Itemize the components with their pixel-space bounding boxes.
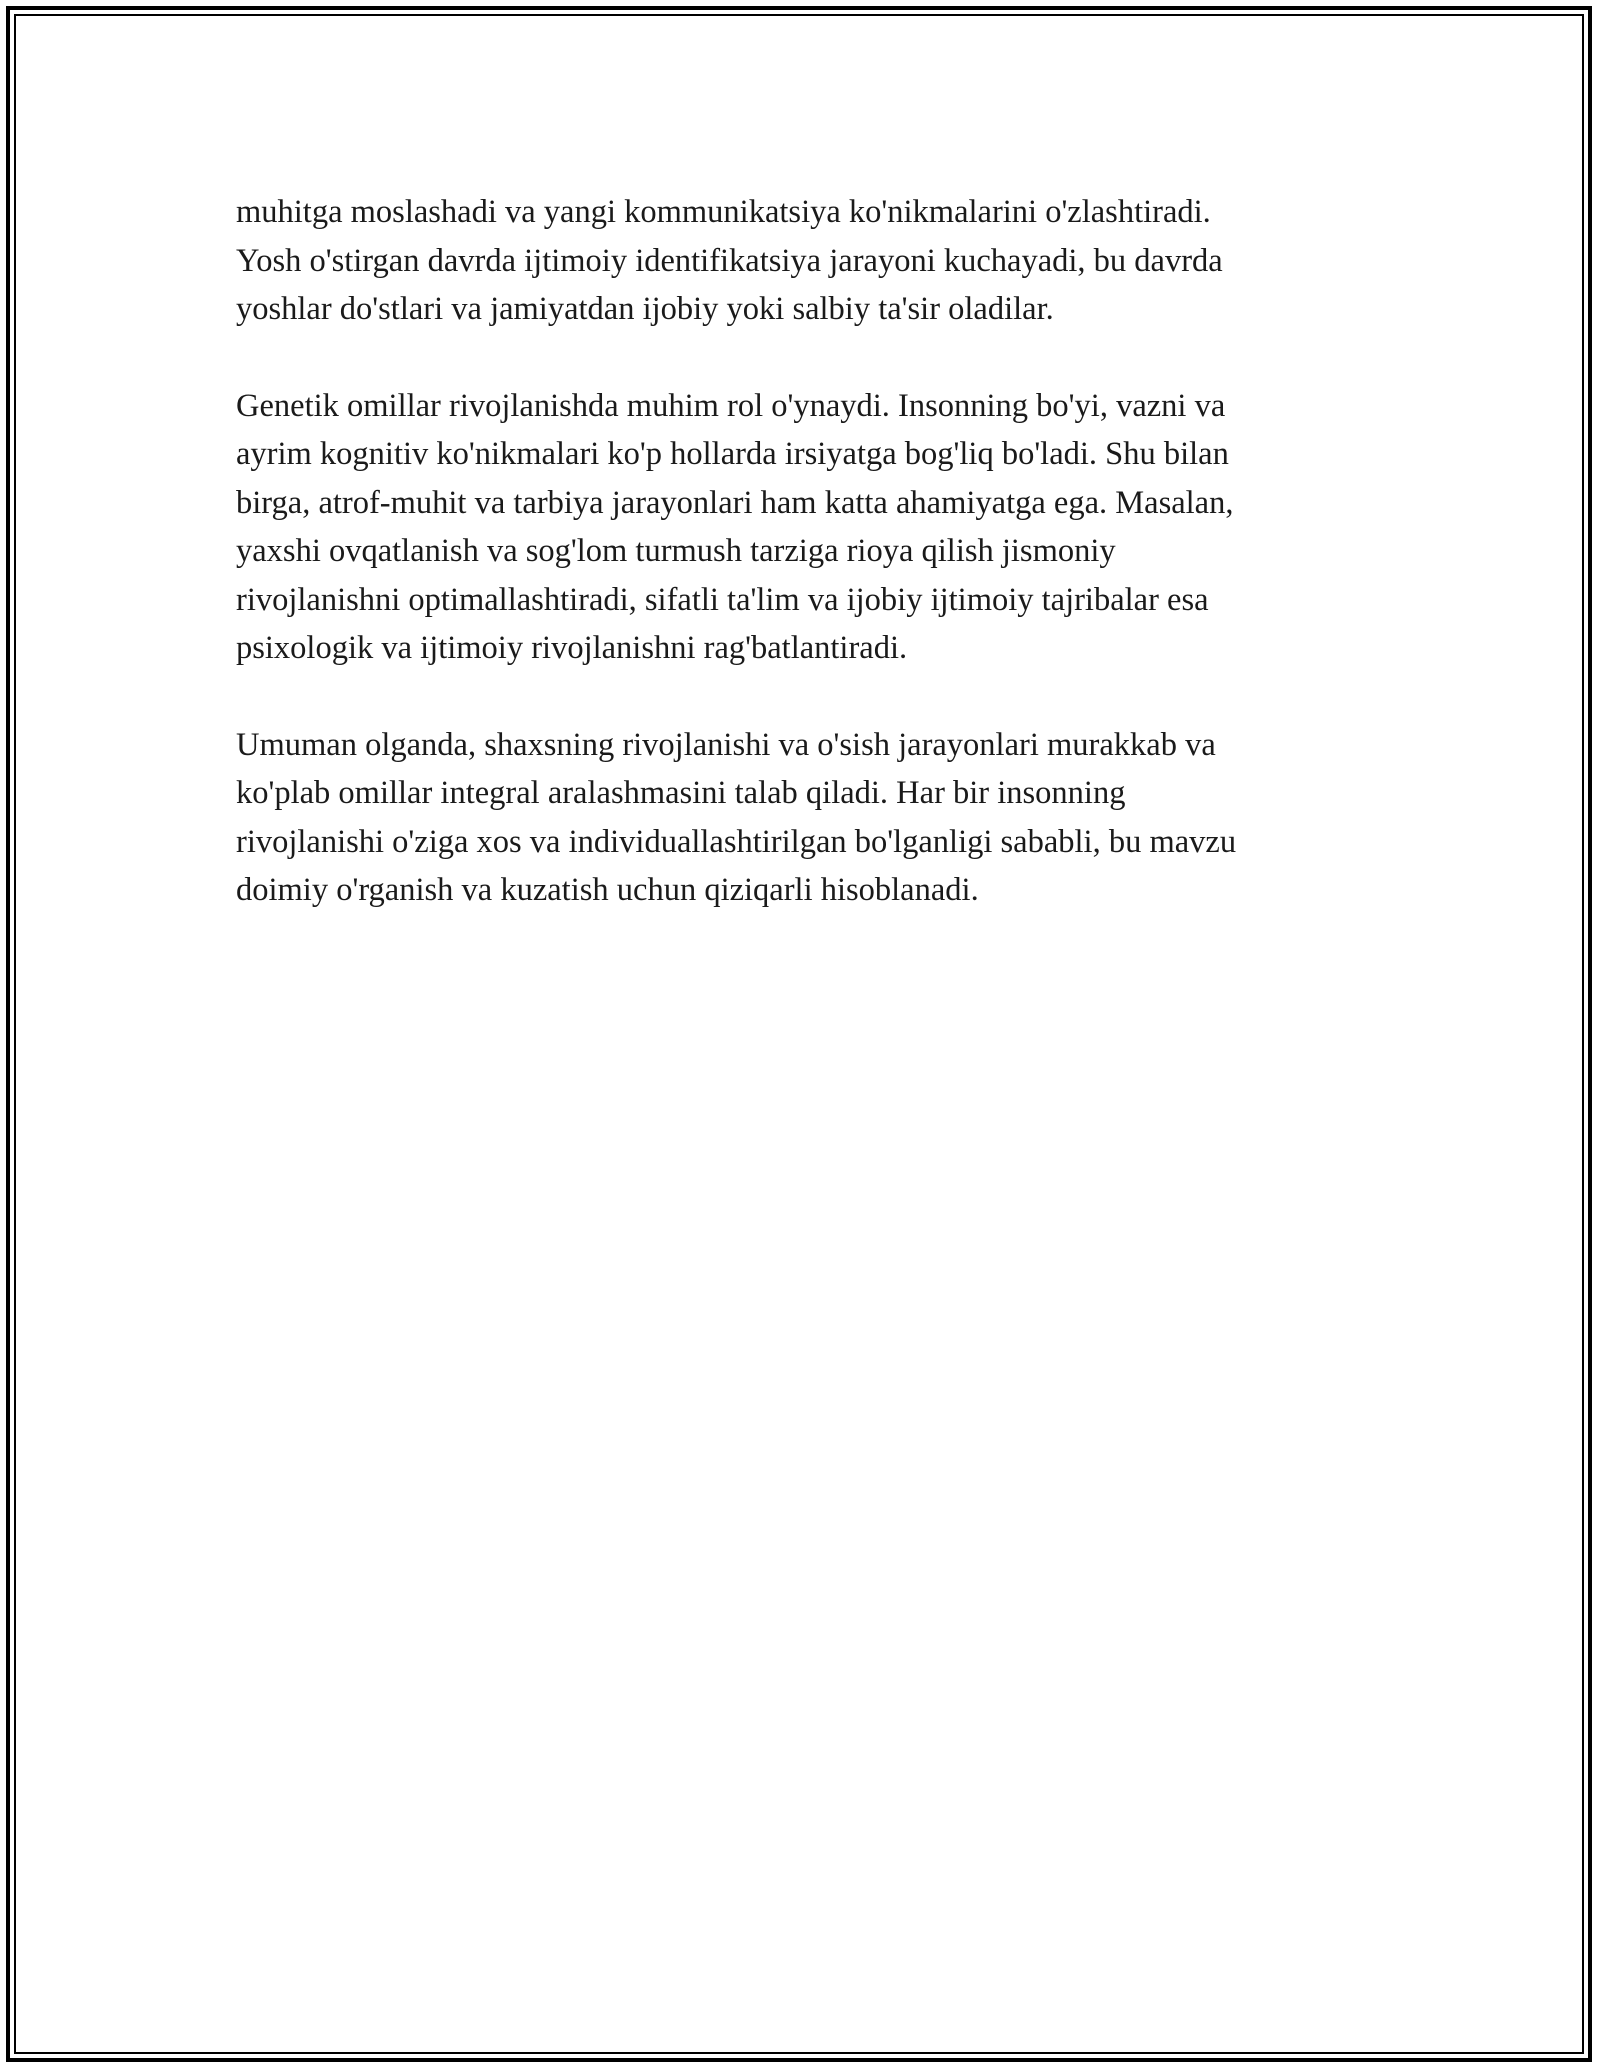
paragraph-line: muhitga moslashadi va yangi kommunikatsiya ko'nikmalarini o'zlashtiradi. [236, 194, 1211, 230]
paragraph-line: Genetik omillar rivojlanishda muhim rol o'ynaydi. Insonning bo'yi, vazni va [236, 387, 1226, 424]
paragraph-line: psixologik va ijtimoiy rivojlanishni rag'batlantiradi. [236, 630, 908, 666]
paragraph-3 [236, 721, 1386, 915]
document-body [236, 188, 1386, 915]
paragraph-line: birga, atrof-muhit va tarbiya jarayonlari ham katta ahamiyatga ega. Masalan, [236, 484, 1234, 521]
paragraph-1 [236, 188, 1386, 334]
paragraph-line: yaxshi ovqatlanish va sog'lom turmush tarziga rioya qilish jismoniy [236, 533, 1116, 569]
paragraph-line: doimiy o'rganish va kuzatish uchun qiziqarli hisoblanadi. [236, 872, 979, 908]
paragraph-line: ko'plab omillar integral aralashmasini talab qiladi. Har bir insonning [236, 775, 1126, 811]
paragraph-line: Yosh o'stirgan davrda ijtimoiy identifikatsiya jarayoni kuchayadi, bu davrda [236, 242, 1223, 279]
paragraph-line: yoshlar do'stlari va jamiyatdan ijobiy yoki salbiy ta'sir oladilar. [236, 291, 1054, 327]
paragraph-line: ayrim kognitiv ko'nikmalari ko'p hollarda irsiyatga bog'liq bo'ladi. Shu bilan [236, 436, 1229, 472]
paragraph-line: rivojlanishi o'ziga xos va individuallashtirilgan bo'lganligi sababli, bu mavzu [236, 823, 1237, 860]
paragraph-line: Umuman olganda, shaxsning rivojlanishi va o'sish jarayonlari murakkab va [236, 726, 1216, 763]
paragraph-line: rivojlanishni optimallashtiradi, sifatli ta'lim va ijobiy ijtimoiy tajribalar esa [236, 581, 1209, 618]
paragraph-2 [236, 382, 1386, 673]
